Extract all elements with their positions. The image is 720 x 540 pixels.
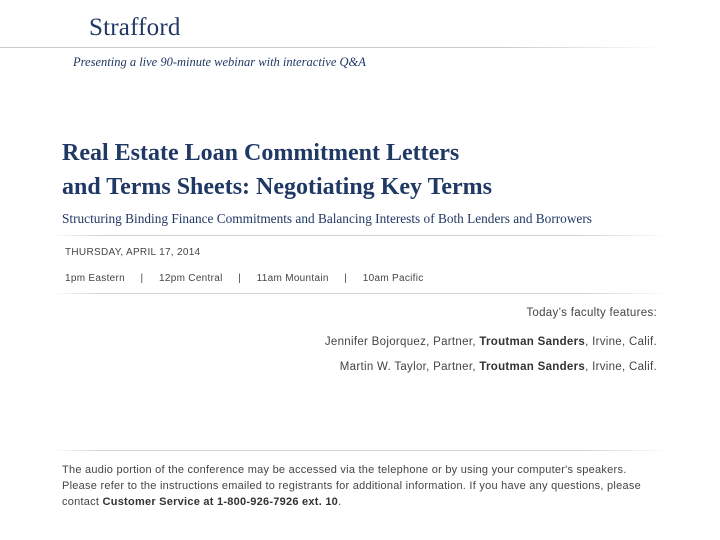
time-central: 12pm Central (159, 273, 223, 284)
header-divider (0, 47, 665, 48)
time-mountain: 11am Mountain (256, 273, 329, 284)
tagline: Presenting a live 90-minute webinar with interactive Q&A (73, 55, 366, 69)
webinar-subtitle: Structuring Binding Finance Commitments and Balancing Interests of Both Lenders and Borrowers (62, 211, 592, 226)
faculty-name: Jennifer Bojorquez, Partner, (324, 336, 480, 348)
title-line-1: Real Estate Loan Commitment Letters (62, 140, 460, 166)
footer-text: The audio portion of the conference may be accessed via the telephone or by using your computer's speakers. Please refer to the instructions emailed to registrants for additional information. If you have any questions, please contact (62, 464, 641, 508)
divider-bottom (52, 450, 672, 451)
faculty-firm: Troutman Sanders (479, 336, 586, 348)
faculty-member (325, 336, 657, 348)
customer-service-contact: Customer Service at 1-800-926-7926 ext. 10 (102, 496, 339, 508)
title-line-2: and Terms Sheets: Negotiating Key Terms (62, 174, 493, 200)
separator: | (344, 273, 348, 284)
time-eastern: 1pm Eastern (65, 273, 125, 284)
footer-note (62, 462, 662, 510)
faculty-location: , Irvine, Calif. (585, 336, 657, 348)
faculty-firm: Troutman Sanders (479, 361, 586, 373)
separator: | (140, 273, 144, 284)
time-zones (65, 273, 424, 284)
faculty-location: , Irvine, Calif. (585, 361, 657, 373)
footer-end: . (338, 496, 342, 508)
faculty-heading: Today’s faculty features: (526, 307, 657, 319)
webinar-title (62, 136, 712, 204)
strafford-logo: Strafford (89, 14, 181, 41)
webinar-date: THURSDAY, APRIL 17, 2014 (65, 247, 201, 258)
faculty-member (340, 361, 657, 373)
separator: | (238, 273, 242, 284)
faculty-name: Martin W. Taylor, Partner, (339, 361, 480, 373)
time-pacific: 10am Pacific (362, 273, 424, 284)
divider-middle (52, 293, 672, 294)
divider-top (52, 235, 672, 236)
